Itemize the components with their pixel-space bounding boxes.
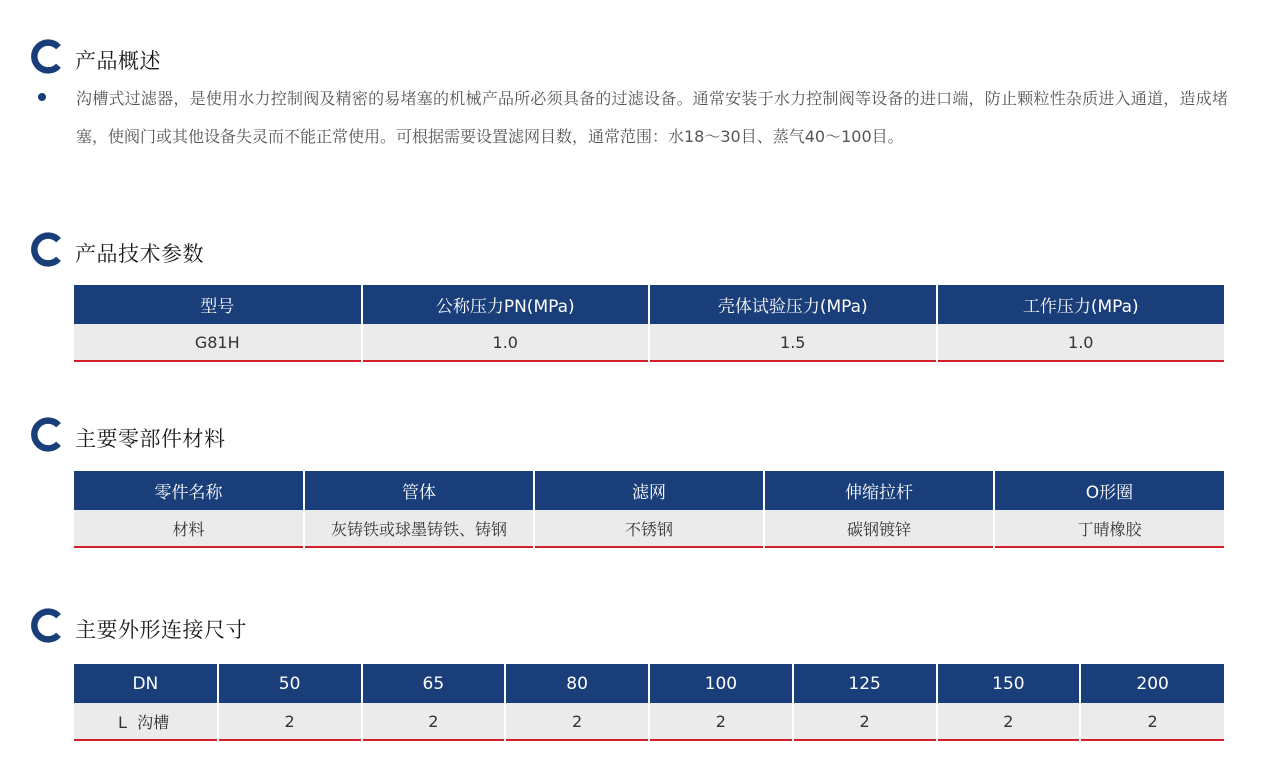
table-header-cell: 滤网 (534, 471, 764, 510)
table-header-cell: 伸缩拉杆 (764, 471, 994, 510)
table-header-cell: 工作压力(MPa) (937, 285, 1225, 324)
section-materials-title (28, 414, 226, 454)
table-cell: 2 (649, 703, 793, 740)
table-header-row (74, 471, 1224, 510)
overview-block (38, 80, 1228, 156)
overview-text: 沟槽式过滤器，是使用水力控制阀及精密的易堵塞的机械产品所必须具备的过滤设备。通常安装于水力控制阀等设备的进口端，防止颗粒性杂质进入通道，造成堵塞，使阀门或其他设备失灵而不能正常使用。可根据需要设置滤网目数，通常范围：水18～30目、蒸气40～100目。 (76, 89, 1228, 146)
table-header-cell: DN (74, 664, 218, 703)
table-header-cell: 80 (505, 664, 649, 703)
table-header-cell: 50 (218, 664, 362, 703)
table-row (74, 510, 1224, 547)
tech-params-table (74, 285, 1224, 362)
table-cell: 2 (793, 703, 937, 740)
table-header-cell: 150 (937, 664, 1081, 703)
table-row (74, 703, 1224, 740)
table-header-cell: 壳体试验压力(MPa) (649, 285, 937, 324)
table-cell: 2 (937, 703, 1081, 740)
table-header-cell: 型号 (74, 285, 362, 324)
dimensions-table (74, 664, 1224, 741)
table-header-cell: 65 (362, 664, 506, 703)
c-ring-icon (28, 38, 65, 75)
section-overview-title (28, 36, 161, 76)
table-header-row (74, 664, 1224, 703)
table-cell: 2 (218, 703, 362, 740)
table-cell: 2 (505, 703, 649, 740)
c-ring-icon (28, 416, 65, 453)
materials-table (74, 471, 1224, 548)
table-header-cell: 200 (1080, 664, 1224, 703)
page-title: 产品概述 (75, 49, 161, 73)
table-cell: 灰铸铁或球墨铸铁、铸钢 (304, 510, 534, 547)
table-header-cell: 公称压力PN(MPa) (362, 285, 650, 324)
table-row (74, 324, 1224, 361)
table-cell: 1.0 (937, 324, 1225, 361)
table-cell: 丁晴橡胶 (994, 510, 1224, 547)
section-title: 产品技术参数 (75, 242, 204, 266)
table-cell: 材料 (74, 510, 304, 547)
section-dimensions-title (28, 605, 247, 645)
table-cell: 2 (1080, 703, 1224, 740)
table-header-row (74, 285, 1224, 324)
section-title: 主要外形连接尺寸 (75, 618, 247, 642)
table-cell: 碳钢镀锌 (764, 510, 994, 547)
table-header-cell: 100 (649, 664, 793, 703)
table-cell: 2 (362, 703, 506, 740)
c-ring-icon (28, 607, 65, 644)
table-cell: 1.0 (362, 324, 650, 361)
section-tech-title (28, 229, 204, 269)
table-cell: 1.5 (649, 324, 937, 361)
table-cell: 不锈钢 (534, 510, 764, 547)
table-header-cell: 125 (793, 664, 937, 703)
table-cell: L 沟槽 (74, 703, 218, 740)
c-ring-icon (28, 231, 65, 268)
table-header-cell: 管体 (304, 471, 534, 510)
table-header-cell: 零件名称 (74, 471, 304, 510)
bullet-icon (38, 93, 46, 101)
table-cell: G81H (74, 324, 362, 361)
section-title: 主要零部件材料 (75, 427, 226, 451)
table-header-cell: O形圈 (994, 471, 1224, 510)
